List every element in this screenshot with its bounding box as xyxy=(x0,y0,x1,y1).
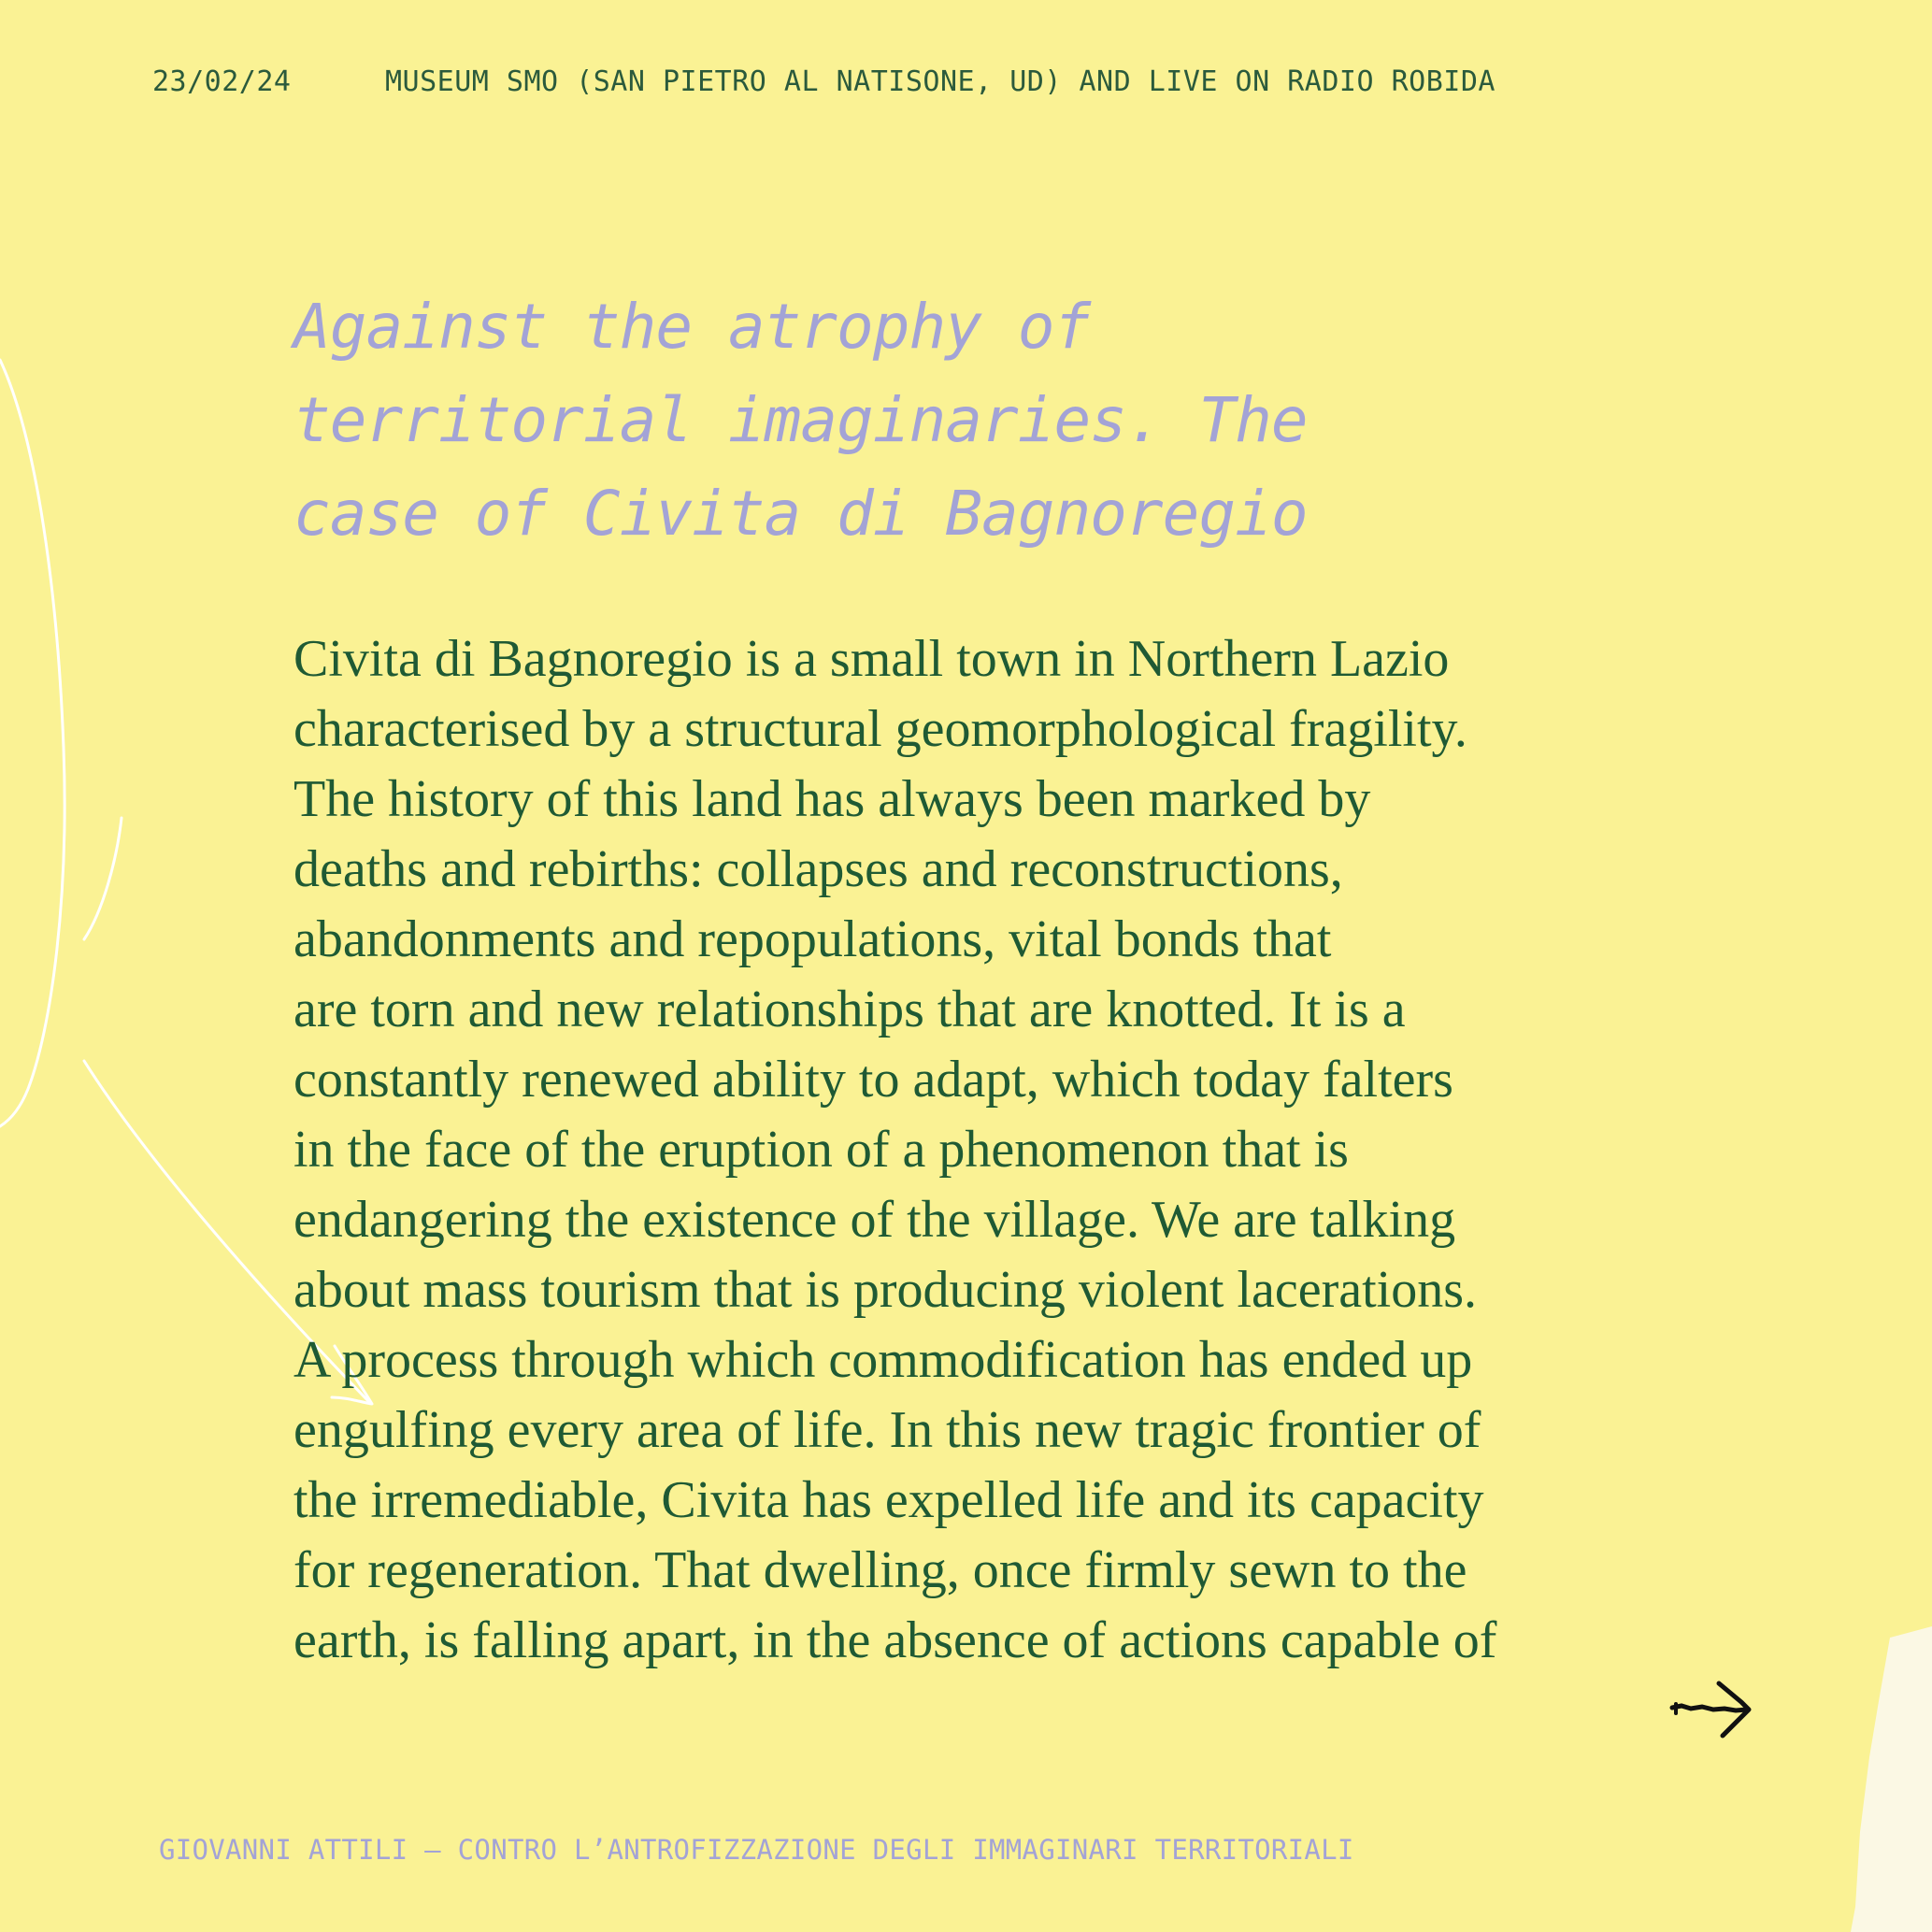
body-line: abandonments and repopulations, vital bonds that xyxy=(293,910,1332,968)
body-line: are torn and new relationships that are knotted. It is a xyxy=(293,980,1406,1038)
doodle-curve-left xyxy=(0,360,64,1126)
body-line: the irremediable, Civita has expelled life and its capacity xyxy=(293,1471,1484,1529)
body-line: The history of this land has always been marked by xyxy=(293,770,1371,828)
body-line: deaths and rebirths: collapses and reconstructions, xyxy=(293,840,1343,898)
body-line: in the face of the eruption of a phenomenon that is xyxy=(293,1121,1349,1179)
event-date: 23/02/24 xyxy=(152,65,292,98)
article-title: Against the atrophy of territorial imaginaries. The case of Civita di Bagnoregio xyxy=(293,291,1308,550)
arrow-right-icon xyxy=(1668,1678,1753,1743)
body-line: for regeneration. That dwelling, once firmly sewn to the xyxy=(293,1541,1467,1599)
article-body xyxy=(293,624,1639,1676)
body-line: about mass tourism that is producing violent lacerations. xyxy=(293,1261,1477,1319)
body-line: Civita di Bagnoregio is a small town in Northern Lazio xyxy=(293,630,1450,688)
doodle-stroke-short xyxy=(84,818,122,939)
next-page-button[interactable] xyxy=(1668,1678,1753,1743)
body-line: characterised by a structural geomorphological fragility. xyxy=(293,700,1467,758)
event-venue: MUSEUM SMO (SAN PIETRO AL NATISONE, UD) AND LIVE ON RADIO ROBIDA xyxy=(385,65,1496,98)
body-line: A process through which commodification has ended up xyxy=(293,1331,1473,1389)
body-line: engulfing every area of life. In this new tragic frontier of xyxy=(293,1401,1481,1459)
body-line: constantly renewed ability to adapt, which today falters xyxy=(293,1051,1453,1109)
paper-scrap xyxy=(1851,1626,1932,1932)
footer-credit: GIOVANNI ATTILI – CONTRO L’ANTROFIZZAZIONE DEGLI IMMAGINARI TERRITORIALI xyxy=(159,1834,1354,1866)
body-line: endangering the existence of the village. We are talking xyxy=(293,1191,1456,1249)
body-line: earth, is falling apart, in the absence of actions capable of xyxy=(293,1611,1497,1669)
